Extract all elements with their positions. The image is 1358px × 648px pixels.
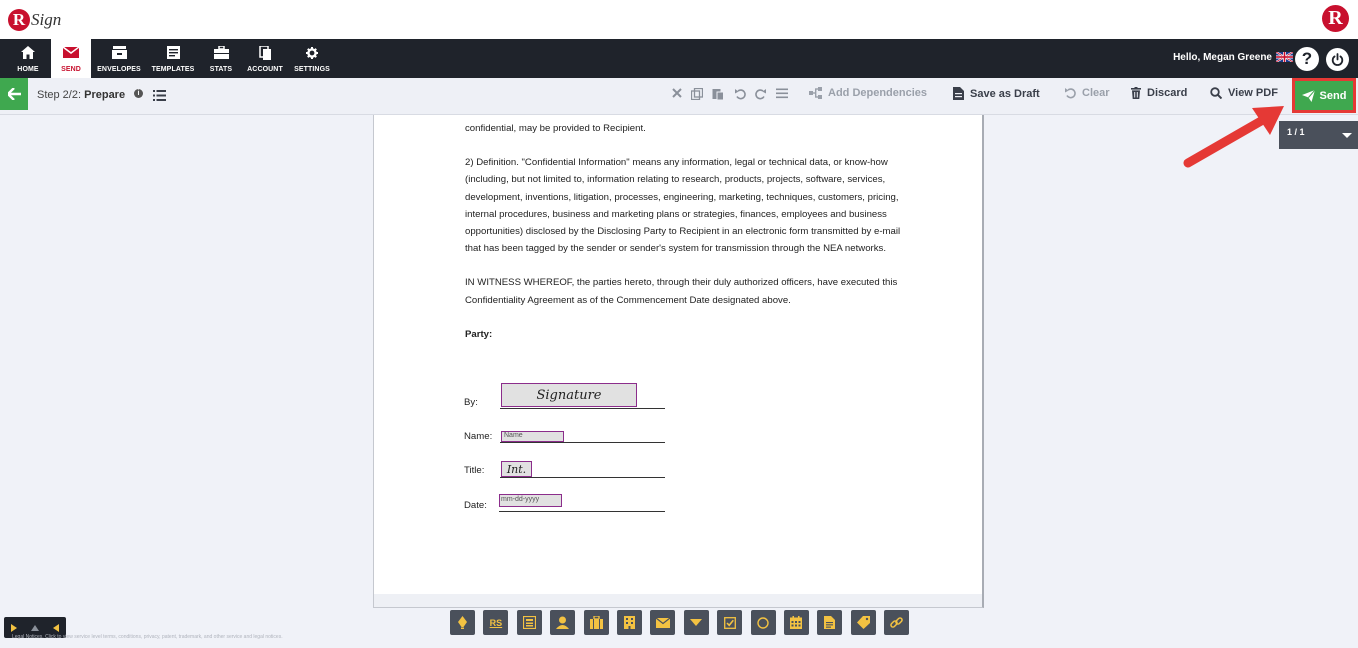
nav-label: TEMPLATES [151,65,195,73]
clear-label: Clear [1082,87,1110,99]
send-button[interactable] [1292,78,1356,113]
date-line [499,511,665,512]
redo-icon[interactable] [755,88,766,100]
document-text [465,120,905,360]
signature-tool-button[interactable] [450,610,475,635]
copy-icon[interactable] [691,88,703,100]
menu-icon[interactable] [776,88,788,99]
radio-icon [757,617,769,629]
paper-plane-icon [1302,90,1315,102]
paste-icon[interactable] [712,88,724,100]
name-label: Name: [464,431,493,442]
nav-label: ENVELOPES [97,65,141,73]
signature-field[interactable]: Signature [501,383,637,407]
dropdown-icon [690,619,702,626]
nav-account[interactable] [245,39,285,78]
help-icon[interactable]: ? [1295,47,1319,71]
initials-field[interactable]: Int. [501,461,532,477]
save-as-draft-label: Save as Draft [970,87,1040,100]
home-icon [21,45,35,61]
caret-left-icon[interactable] [53,624,59,632]
doc-paragraph: confidential, may be provided to Recipient. [465,123,646,134]
caret-down-icon [1342,133,1352,138]
discard-button[interactable] [1131,87,1187,99]
info-icon[interactable]: i [134,89,143,98]
title-tool-button[interactable] [584,610,609,635]
name-field[interactable]: Name [501,431,564,442]
gear-icon [306,45,318,61]
briefcase-icon [214,45,229,61]
legal-notices[interactable]: Legal Notices. Click to view service level terms, conditions, privacy, patent, trademark, and other service and legal notices. [12,634,283,640]
document-page[interactable] [373,115,984,608]
user-icon [556,616,569,629]
save-as-draft-button[interactable] [953,87,1040,100]
label-tool-button[interactable] [851,610,876,635]
nav-settings[interactable] [293,39,331,78]
account-icon [259,45,272,61]
prepare-toolbar [0,78,1358,115]
stamp-tool-button[interactable] [517,610,542,635]
party-heading: Party: [465,328,493,340]
user-greeting[interactable]: Hello, Megan Greene [1173,52,1272,63]
initials-tool-button[interactable] [483,610,508,635]
caret-right-icon[interactable] [11,624,17,632]
doc-paragraph: IN WITNESS WHEREOF, the parties hereto, through their duly authorized officers, have executed this Confidentiality Agreement as of the Commencement Date designated above. [465,277,898,306]
doc-paragraph: 2) Definition. "Confidential Information" means any information, legal or technical data, or know-how (including, but not limited to, information relating to research, products, projects, software, services, development, inventions, litigation, processes, engineering, marketing, techniques, customers, pricing, internal procedures, business and marketing plans or strategies, finances, employees and business opportunities) disclosed by the Disclosing Party to Recipient in an electronic form transmitted by e-mail that has been tagged by the sender or sender's system for transmission through the NEA networks. [465,157,901,255]
template-icon [167,45,180,61]
arrow-left-icon [8,88,21,100]
email-tool-button[interactable] [650,610,675,635]
undo-icon[interactable] [735,88,746,100]
link-icon [890,616,903,629]
discard-label: Discard [1147,87,1188,99]
file-icon [953,87,964,100]
stamp-icon [523,616,536,629]
page-number: 1 / 1 [1287,127,1305,137]
nav-label: SEND [61,65,81,73]
page-selector[interactable] [1279,121,1358,149]
uk-flag-icon[interactable] [1276,52,1293,62]
dropdown-tool-button[interactable] [684,610,709,635]
document-page-footer [373,594,984,608]
add-dependencies-label: Add Dependencies [828,87,928,99]
by-label: By: [464,397,478,408]
briefcase-icon [590,616,603,629]
nav-send[interactable] [51,39,91,78]
date-label: Date: [464,500,487,511]
send-label: Send [1319,89,1347,102]
checkbox-icon [724,617,736,629]
text-tool-button[interactable] [817,610,842,635]
envelope-icon [656,618,670,628]
radio-tool-button[interactable] [751,610,776,635]
step-indicator [37,89,125,101]
company-tool-button[interactable] [617,610,642,635]
logo-letter: R [8,9,30,31]
date-field[interactable]: mm-dd-yyyy [499,494,562,507]
clear-button[interactable] [1065,87,1110,99]
caret-up-icon[interactable] [31,625,39,631]
signature-line [500,408,665,409]
step-name: Prepare [84,89,126,101]
sitemap-icon [809,87,822,99]
back-button[interactable] [0,78,28,110]
logo-text: Sign [31,10,62,29]
name-line [500,442,665,443]
nav-stats[interactable] [205,39,237,78]
hyperlink-tool-button[interactable] [884,610,909,635]
rsign-logo[interactable] [8,5,61,35]
building-icon [624,616,635,629]
annotation-arrow-icon [1180,97,1290,175]
add-dependencies-button[interactable] [809,87,927,99]
power-icon[interactable] [1326,48,1349,71]
inbox-icon [112,45,127,61]
nav-label: ACCOUNT [247,65,283,73]
list-icon[interactable] [153,90,166,101]
document-icon [824,616,835,629]
envelope-icon [63,45,79,61]
nav-label: STATS [209,65,233,73]
tag-icon [857,616,870,629]
trash-icon [1131,87,1141,99]
nav-templates[interactable] [150,39,196,78]
logo-bar [0,0,1358,39]
delete-icon[interactable] [672,88,682,98]
main-nav [0,39,1358,78]
title-label: Title: [464,465,485,476]
date-tool-button[interactable] [784,610,809,635]
nav-envelopes[interactable] [96,39,142,78]
initials-tool-label: RS [489,617,503,628]
step-prefix: Step 2/2: [37,89,82,101]
calendar-icon [790,616,802,629]
field-tool-tray [450,610,917,635]
nav-home[interactable] [8,39,48,78]
brand-badge: R [1322,5,1349,32]
name-tool-button[interactable] [550,610,575,635]
checkbox-tool-button[interactable] [717,610,742,635]
title-line [500,477,665,478]
view-pdf-label: View PDF [1228,87,1278,99]
reset-icon [1065,87,1076,99]
nav-label: SETTINGS [294,65,330,73]
nav-label: HOME [17,65,39,73]
pen-nib-icon [457,616,468,629]
